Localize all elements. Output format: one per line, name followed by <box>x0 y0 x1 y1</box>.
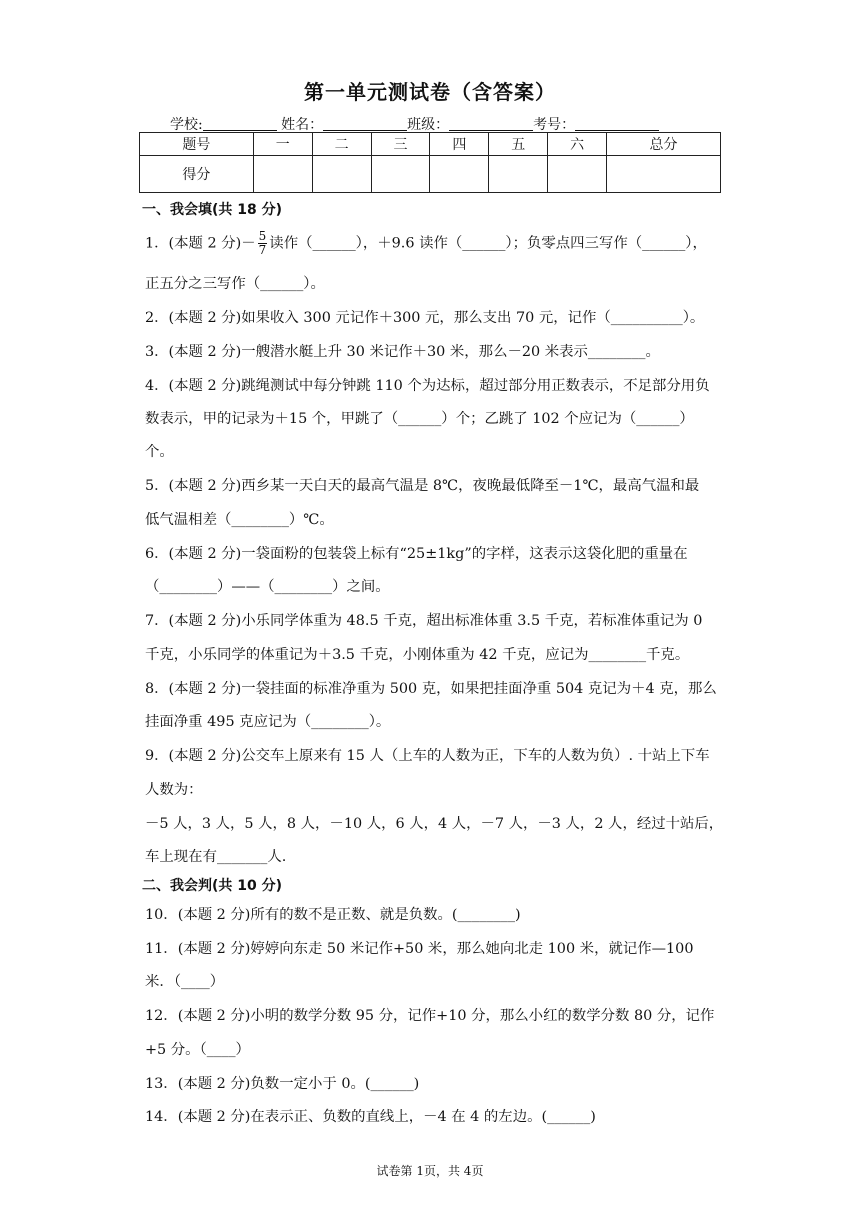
score-table-header-row <box>140 133 721 156</box>
class-label: 班级： <box>407 117 450 133</box>
page-title: 第一单元测试卷（含答案） <box>304 80 556 104</box>
school-label: 学校: <box>170 117 203 133</box>
question-13: 13．(本题 2 分)负数一定小于 0。(______) <box>145 1076 420 1092</box>
score-cell[interactable] <box>312 156 371 193</box>
question-9-line-1: 9．(本题 2 分)公交车上原来有 15 人（上车的人数为正，下车的人数为负）. 十站上下车 <box>145 748 710 764</box>
question-4-line-1: 4．(本题 2 分)跳绳测试中每分钟跳 110 个为达标，超过部分用正数表示，不足部分用负 <box>145 378 710 394</box>
header-cell: 三 <box>371 133 430 156</box>
student-info-line <box>170 114 659 134</box>
header-cell: 五 <box>489 133 548 156</box>
header-cell: 一 <box>253 133 312 156</box>
question-4-line-3: 个。 <box>145 444 174 460</box>
question-11-line-1: 11．(本题 2 分)婷婷向东走 50 米记作+50 米，那么她向北走 100 米，就记作—100 <box>145 941 694 957</box>
question-7-line-1: 7．(本题 2 分)小乐同学体重为 48.5 千克，超出标准体重 3.5 千克，若标准体重记为 0 <box>145 613 703 629</box>
question-12-line-1: 12．(本题 2 分)小明的数学分数 95 分，记作+10 分，那么小红的数学分数 80 分，记作 <box>145 1008 715 1024</box>
question-5-line-2: 低气温相差（________）℃。 <box>145 512 334 528</box>
exam-no-blank[interactable] <box>575 116 659 131</box>
question-3: 3．(本题 2 分)一艘潜水艇上升 30 米记作＋30 米，那么－20 米表示________。 <box>145 344 660 360</box>
name-label: 姓名： <box>281 117 324 133</box>
score-cell[interactable] <box>607 156 721 193</box>
question-8-line-1: 8．(本题 2 分)一袋挂面的标准净重为 500 克，如果把挂面净重 504 克记为＋4 克，那么 <box>145 681 717 697</box>
question-9-line-2: 人数为： <box>145 782 203 798</box>
fraction-numerator: 5 <box>258 229 267 243</box>
question-1-line-1 <box>145 230 707 257</box>
header-cell: 二 <box>312 133 371 156</box>
score-cell[interactable] <box>430 156 489 193</box>
page-footer: 试卷第 1页，共 4页 <box>376 1164 484 1178</box>
score-cell[interactable] <box>253 156 312 193</box>
fraction <box>258 230 268 257</box>
question-1-text: 读作（______），＋9.6 读作（______）；负零点四三写作（______）， <box>269 235 707 252</box>
question-8-line-2: 挂面净重 495 克应记为（________）。 <box>145 714 391 730</box>
question-10: 10．(本题 2 分)所有的数不是正数、就是负数。(________) <box>145 907 521 923</box>
score-table <box>139 132 721 193</box>
fraction-denominator: 7 <box>258 243 267 257</box>
header-cell: 题号 <box>140 133 254 156</box>
section-heading-judge: 二、我会判(共 10 分) <box>142 878 283 894</box>
score-cell[interactable] <box>489 156 548 193</box>
score-row-label: 得分 <box>140 156 254 193</box>
question-6-line-2: （________）——（________）之间。 <box>145 579 390 595</box>
question-4-line-2: 数表示，甲的记录为＋15 个，甲跳了（______）个；乙跳了 102 个应记为（______） <box>145 411 694 427</box>
question-7-line-2: 千克，小乐同学的体重记为＋3.5 千克，小刚体重为 42 千克，应记为________千克。 <box>145 647 690 663</box>
question-9-line-4: 车上现在有_______人. <box>145 849 287 865</box>
school-blank[interactable] <box>203 116 277 131</box>
question-6-line-1: 6．(本题 2 分)一袋面粉的包装袋上标有“25±1kg”的字样，这表示这袋化肥的重量在 <box>145 546 688 562</box>
question-1-line-2: 正五分之三写作（______）。 <box>145 276 325 292</box>
header-cell: 六 <box>548 133 607 156</box>
question-1-prefix: 1．(本题 2 分)－ <box>145 235 256 252</box>
score-cell[interactable] <box>371 156 430 193</box>
question-2: 2．(本题 2 分)如果收入 300 元记作＋300 元，那么支出 70 元，记作（__________）。 <box>145 310 705 326</box>
question-9-line-3: －5 人，3 人，5 人，8 人，－10 人，6 人，4 人，－7 人，－3 人，2 人，经过十站后， <box>145 816 724 832</box>
header-cell: 总分 <box>607 133 721 156</box>
class-blank[interactable] <box>449 116 533 131</box>
score-cell[interactable] <box>548 156 607 193</box>
score-table-score-row <box>140 156 721 193</box>
question-14: 14．(本题 2 分)在表示正、负数的直线上，－4 在 4 的左边。(______) <box>145 1109 596 1125</box>
header-cell: 四 <box>430 133 489 156</box>
question-12-line-2: +5 分。（____） <box>145 1042 250 1058</box>
section-heading-fill: 一、我会填(共 18 分) <box>142 202 283 218</box>
name-blank[interactable] <box>323 116 407 131</box>
question-11-line-2: 米．（____） <box>145 974 225 990</box>
question-5-line-1: 5．(本题 2 分)西乡某一天白天的最高气温是 8℃，夜晚最低降至－1℃，最高气温和最 <box>145 478 700 494</box>
exam-no-label: 考号： <box>533 117 576 133</box>
